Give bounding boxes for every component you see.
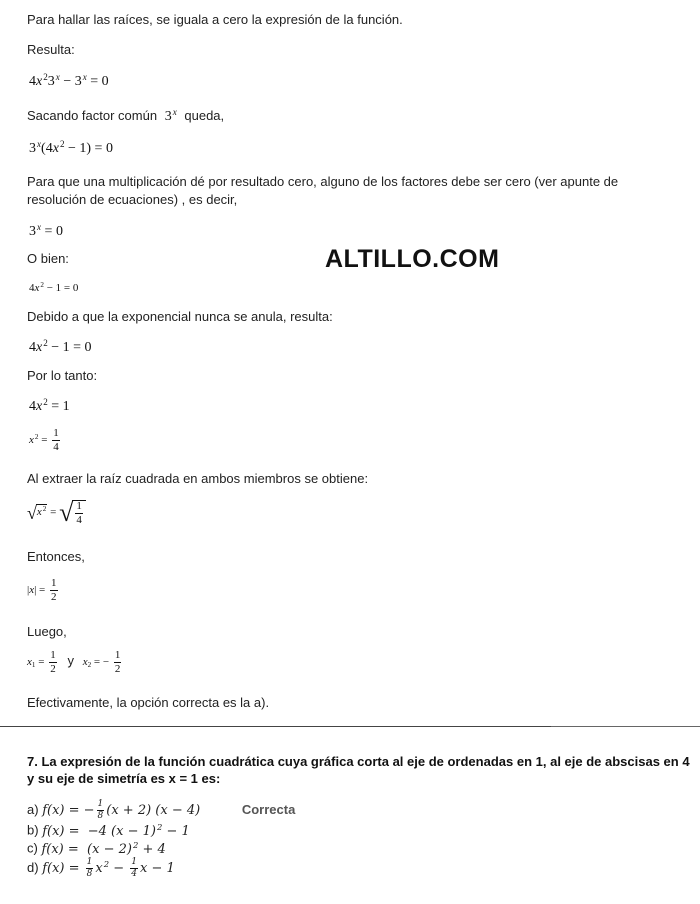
- entonces-label: Entonces,: [27, 549, 85, 564]
- option-a-status: Correcta: [241, 802, 296, 817]
- equation-9: |x| = $\frac{1}{2}$: [27, 577, 57, 603]
- option-d: [27, 858, 175, 879]
- option-c: [27, 840, 166, 857]
- equation-3: $3^x = 0$: [29, 222, 63, 239]
- option-a-label: a): [27, 802, 39, 817]
- conjunction-y: y: [67, 653, 74, 669]
- question-7-text: 7. La expresión de la función cuadrática cuya gráfica corta al eje de ordenadas en 1, al eje de abscisas en 4 y su eje de simetría es x = 1 es:: [27, 754, 690, 786]
- equation-2: $3^x(4x^2 - 1) = 0$: [29, 139, 113, 156]
- factor-text-label: Sacando factor común: [27, 108, 158, 123]
- luego-label: Luego,: [27, 624, 67, 639]
- o-bien-label: O bien:: [27, 251, 69, 266]
- equation-4: $4x^2 - 1 = 0$: [29, 281, 79, 294]
- conclusion-text: Efectivamente, la opción correcta es la a).: [27, 695, 270, 710]
- option-a: [27, 800, 295, 821]
- raiz-text: Al extraer la raíz cuadrada en ambos miembros se obtiene:: [27, 471, 369, 486]
- por-lo-tanto-label: Por lo tanto:: [27, 368, 98, 383]
- equation-7: $x^2$ = $\frac{1}{4}$: [29, 427, 59, 453]
- option-b-formula: f(x) = −4 $(x - 1)^2 - 1$: [42, 822, 190, 839]
- equation-5: $4x^2 - 1 = 0$: [29, 338, 92, 355]
- explanation-line-2: resolución de ecuaciones) , es decir,: [27, 192, 238, 207]
- factor-expression: 3$^x$: [164, 107, 177, 124]
- option-a-formula: f(x) = − $\frac{1}{8}$ (x + 2) (x − 4): [42, 799, 201, 821]
- equation-10: $x_1$ = $\frac{1}{2}$ y $x_2$ = − $\frac{1}{2}$: [27, 649, 121, 675]
- option-d-formula: f(x) = $\frac{1}{8}$ $x^2$ − $\frac{1}{4}$ x − 1: [42, 857, 175, 879]
- option-d-label: d): [27, 860, 39, 875]
- option-c-label: c): [27, 840, 38, 856]
- option-b: [27, 822, 190, 839]
- factor-text: [27, 107, 224, 125]
- intro-text: Para hallar las raíces, se iguala a cero la expresión de la función.: [27, 12, 403, 27]
- equation-1: $4x^23^x - 3^x = 0$: [29, 72, 109, 89]
- watermark: ALTILLO.COM: [325, 245, 500, 273]
- equation-6: $4x^2 = 1$: [29, 397, 70, 414]
- separator-line: [0, 726, 551, 727]
- exponential-text: Debido a que la exponencial nunca se anula, resulta:: [27, 309, 333, 324]
- factor-text-tail: queda,: [184, 108, 225, 123]
- resulta-label: Resulta:: [27, 42, 75, 57]
- option-c-formula: $f(x) = (x - 2)^2 + 4$: [41, 840, 166, 857]
- explanation-line-1: Para que una multiplicación dé por resultado cero, alguno de los factores debe ser cero (ver apunte de: [27, 174, 619, 189]
- separator-line-right: [551, 726, 700, 727]
- equation-8: √ $x^2$ = √ $\frac{1}{4}$: [27, 500, 86, 526]
- option-b-label: b): [27, 822, 39, 838]
